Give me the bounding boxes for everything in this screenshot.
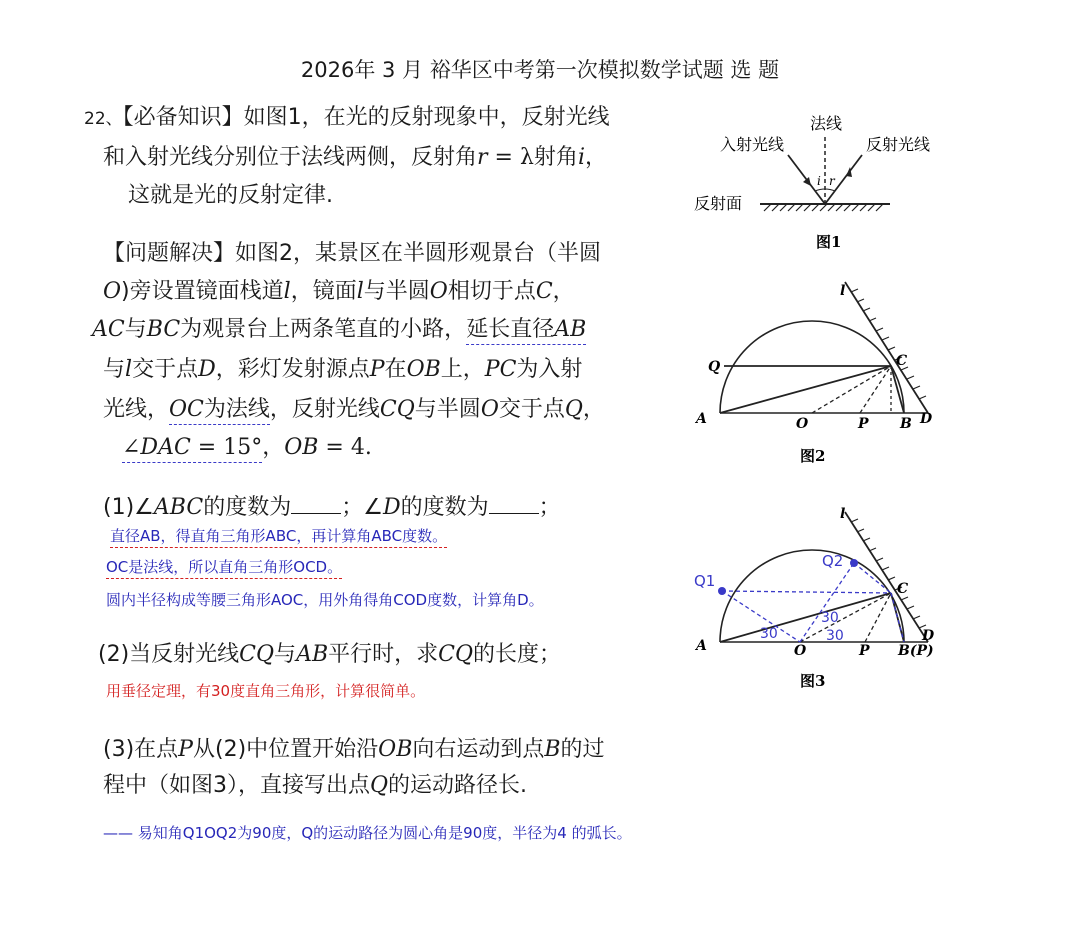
math-symbol: PC — [484, 357, 517, 382]
hint-2: 用垂径定理，有30度直角三角形，计算很简单。 — [106, 682, 426, 700]
label-A: A — [696, 638, 707, 654]
text-run: 的度数为 — [400, 495, 489, 520]
problem-solve-line2 — [103, 272, 575, 312]
label-l: l — [840, 506, 846, 522]
fig3-caption: 图3 — [800, 672, 826, 690]
point-Q1 — [718, 587, 726, 595]
question-1 — [103, 488, 561, 528]
text-run: 为入射 — [516, 357, 583, 382]
text-run: ；∠ — [341, 495, 383, 520]
text-run: 交于点 — [132, 357, 199, 382]
math-symbol: OC — [169, 397, 204, 422]
knowledge-tag: 【必备知识】 — [122, 105, 244, 130]
math-symbol: D — [382, 495, 401, 520]
math-text: = 15° — [190, 435, 263, 460]
text-run: (3)在点 — [103, 737, 179, 762]
math-symbol: O — [103, 279, 122, 304]
math-symbol: l — [283, 279, 291, 304]
segment-OC — [812, 366, 891, 413]
label-B: B — [900, 416, 912, 432]
math-symbol: AC — [92, 317, 125, 342]
math-symbol: P — [369, 357, 385, 382]
math-symbol: BC — [146, 317, 181, 342]
math-symbol: CQ — [239, 642, 275, 667]
fig2-caption: 图2 — [800, 447, 826, 465]
label-r: r — [829, 174, 835, 188]
figure-2 — [690, 270, 960, 470]
text-run: ，彩灯发射源点 — [215, 357, 370, 382]
solve-tag: 【问题解决】 — [103, 241, 236, 266]
problem-solve-line1: 【问题解决】如图2，某景区在半圆形观景台（半圆 — [103, 241, 602, 266]
math-text: = 4. — [318, 435, 372, 460]
segment-Q2C — [854, 563, 891, 593]
problem-solve-line6 — [122, 428, 372, 468]
label-P: P — [859, 643, 870, 659]
hint-1c: 圆内半径构成等腰三角形AOC，用外角得角COD度数，计算角D。 — [106, 591, 544, 609]
math-symbol: OB — [378, 737, 413, 762]
label-D: D — [920, 411, 933, 427]
math-symbol: B — [544, 737, 561, 762]
underlined-normal — [169, 397, 270, 425]
angle-label-3: 30 — [826, 628, 844, 644]
math-symbol: AB — [296, 642, 329, 667]
math-symbol: ∠DAC — [122, 435, 191, 460]
text-run: 与 — [274, 642, 297, 667]
math-symbol: O — [429, 279, 448, 304]
answer-blank — [489, 495, 539, 514]
text-run: 与 — [103, 357, 126, 382]
label-D: D — [922, 628, 935, 644]
problem-knowledge-line2: 和入射光线分别位于法线两侧，反射角r = λ射角i， — [103, 145, 607, 170]
hint-1a: 直径AB，得直角三角形ABC，再计算角ABC度数。 — [110, 525, 447, 546]
label-i: i — [817, 174, 821, 188]
point-Q2 — [850, 559, 858, 567]
label-P: P — [858, 416, 869, 432]
label-A: A — [696, 411, 707, 427]
math-symbol: OB — [284, 435, 319, 460]
math-symbol: CQ — [438, 642, 474, 667]
underlined-extend-diameter — [466, 317, 586, 345]
label-Q: Q — [708, 359, 721, 375]
label-l: l — [840, 283, 846, 299]
text-run: ， — [262, 435, 285, 460]
text-run: 为观景台上两条笔直的小路， — [180, 317, 467, 342]
label-C: C — [897, 581, 909, 597]
label-Q2: Q2 — [822, 552, 844, 570]
angle-label-2: 30 — [821, 610, 839, 626]
underlined-angle — [122, 435, 262, 463]
text-run: 向右运动到点 — [412, 737, 545, 762]
semicircle — [720, 550, 904, 642]
problem-knowledge-line1: 22、【必备知识】如图1，在光的反射现象中，反射光线 — [84, 105, 610, 130]
text-run: (2)当反射光线 — [98, 642, 240, 667]
text-run: 交于点 — [498, 397, 565, 422]
problem-number: 22、 — [84, 109, 123, 129]
label-normal: 法线 — [810, 114, 843, 133]
math-symbol: D — [198, 357, 216, 382]
math-symbol: CQ — [379, 397, 415, 422]
text-run: 为法线 — [203, 397, 270, 422]
label-Q1: Q1 — [694, 572, 716, 590]
problem-solve-line4 — [103, 350, 582, 390]
label-BP: B(P) — [898, 643, 934, 659]
math-symbol: P — [178, 737, 193, 762]
math-symbol: C — [535, 279, 553, 304]
text-run: 的度数为 — [203, 495, 292, 520]
segment-OC — [800, 593, 891, 642]
problem-solve-line3 — [92, 310, 586, 350]
math-symbol: AB — [554, 317, 587, 342]
question-3-line1 — [103, 730, 605, 770]
text-run: 的运动路径长. — [388, 773, 528, 798]
text-run: ， — [552, 279, 575, 304]
label-C: C — [896, 353, 908, 369]
math-symbol: l — [356, 279, 364, 304]
problem-knowledge-line3: 这就是光的反射定律. — [128, 183, 333, 208]
text-run: )旁设置镜面栈道 — [121, 279, 284, 304]
text-run: (1)∠ — [103, 495, 154, 520]
question-2 — [98, 635, 561, 675]
fig1-caption: 图1 — [816, 233, 842, 251]
text-run: ， — [582, 397, 605, 422]
text-run: ，反射光线 — [269, 397, 380, 422]
math-symbol: Q — [370, 773, 389, 798]
text-run: 的过 — [560, 737, 605, 762]
text-run: 上， — [440, 357, 485, 382]
label-surface: 反射面 — [694, 194, 743, 213]
label-reflected: 反射光线 — [866, 135, 931, 154]
text-run: 程中（如图3），直接写出点 — [103, 773, 370, 798]
text-run: 平行时，求 — [328, 642, 439, 667]
angle-label-1: 30 — [760, 626, 778, 642]
math-symbol: l — [125, 357, 133, 382]
figure-3 — [690, 500, 960, 700]
math-symbol: Q — [564, 397, 583, 422]
hint-3: —— 易知角Q1OQ2为90度，Q的运动路径为圆心角是90度，半径为4 的弧长。 — [103, 824, 632, 842]
hint-1b: OC是法线，所以直角三角形OCD。 — [106, 556, 342, 577]
label-incident: 入射光线 — [720, 135, 785, 154]
math-symbol: ABC — [153, 495, 204, 520]
text-run: 在 — [384, 357, 407, 382]
label-O: O — [796, 416, 809, 432]
math-symbol: OB — [406, 357, 441, 382]
math-symbol: O — [480, 397, 499, 422]
text-run: 从(2)中位置开始沿 — [192, 737, 379, 762]
page-title: 2026年 3 月 裕华区中考第一次模拟数学试题 选 题 — [300, 58, 780, 82]
text-run: 与半圆 — [363, 279, 430, 304]
text-run: ； — [538, 495, 561, 520]
segment-PC — [865, 593, 891, 642]
text-run: 延长直径 — [466, 317, 555, 342]
text-run: 与 — [124, 317, 147, 342]
surface-hatching — [764, 204, 883, 211]
question-3-line2 — [103, 766, 527, 806]
text-run: 与半圆 — [414, 397, 481, 422]
answer-blank — [291, 495, 341, 514]
text-run: 相切于点 — [447, 279, 536, 304]
text-run: 的长度； — [473, 642, 562, 667]
incident-arrow-icon — [803, 177, 811, 186]
problem-solve-line5: 光线，OC为法线，反射光线CQ与半圆O交于点Q， — [103, 390, 605, 430]
figure-1 — [690, 105, 960, 255]
label-O: O — [794, 643, 807, 659]
semicircle — [720, 321, 904, 413]
text-run: ，镜面 — [290, 279, 357, 304]
mirror-hatching — [851, 519, 926, 628]
segment-Q1C — [722, 591, 891, 593]
